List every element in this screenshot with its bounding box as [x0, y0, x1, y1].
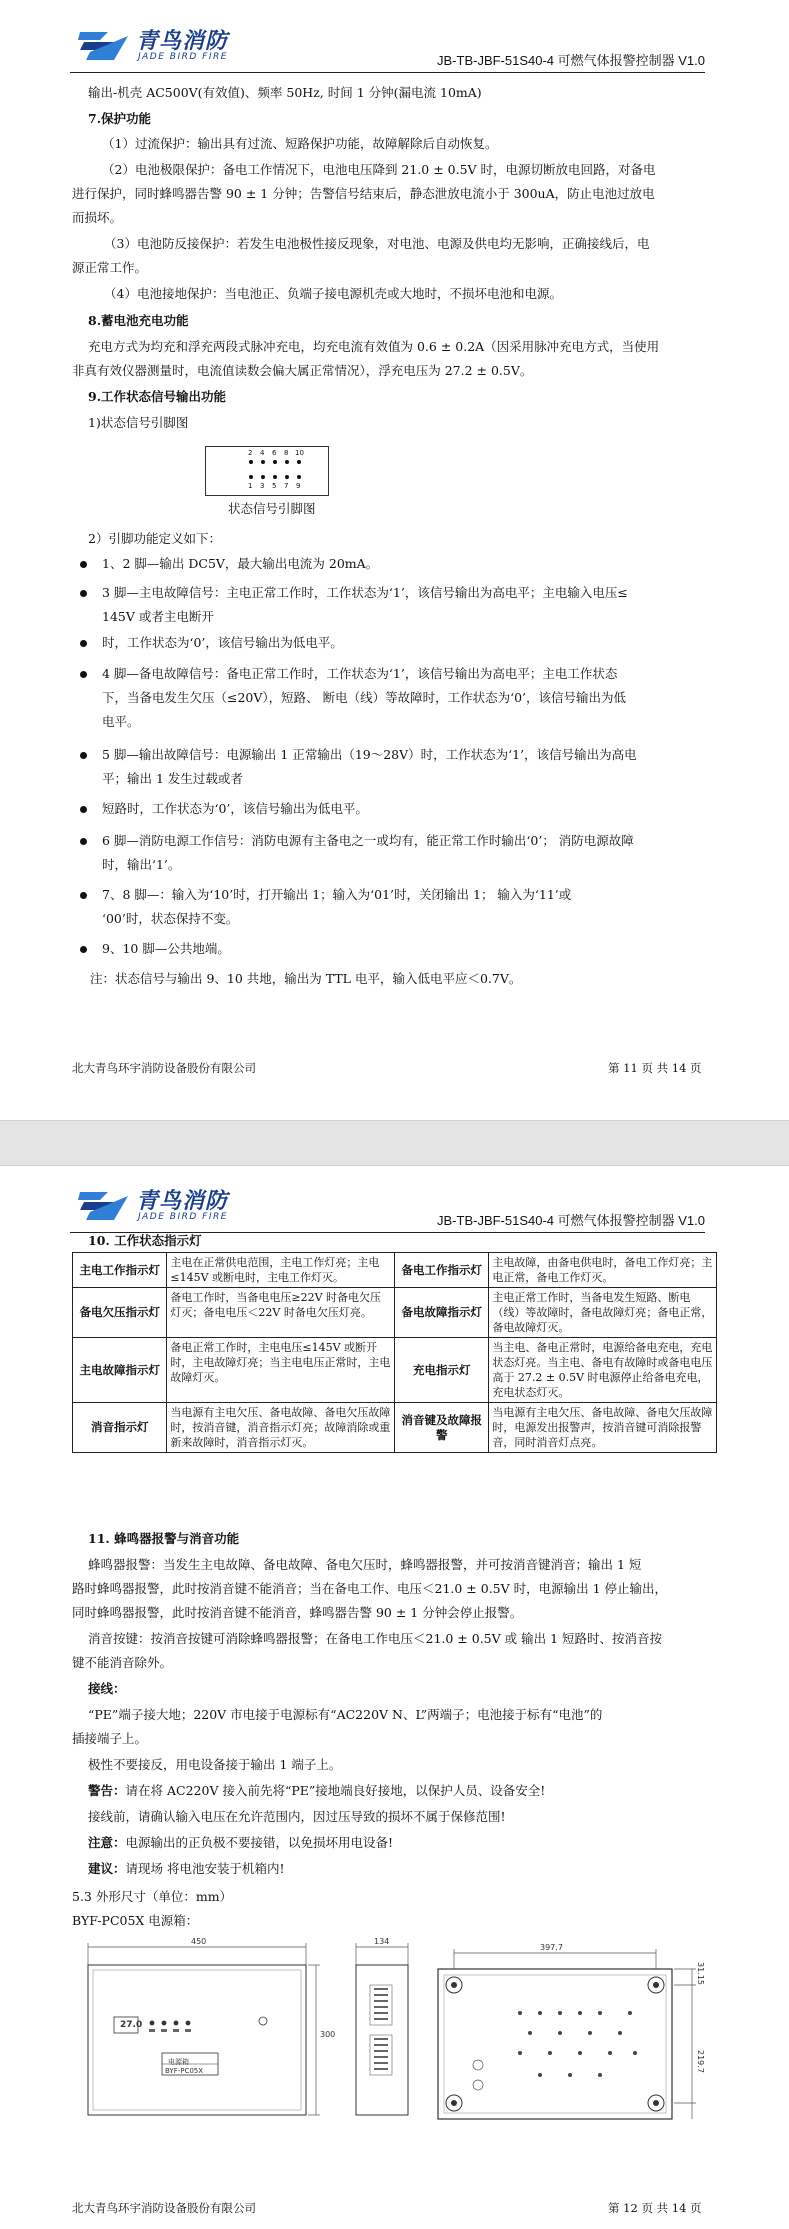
- footer-company: 北大青鸟环宇消防设备股份有限公司: [72, 1061, 256, 1075]
- pin-label: 3: [260, 482, 265, 490]
- pin-dot: [249, 460, 253, 464]
- table-cell: 当电源有主电欠压、备电故障、备电欠压故障时，电源发出报警声，按消音键可消除报警音，同时消音灯点亮。: [489, 1403, 717, 1453]
- list-item: 7、8 脚—：输入为‘10’时，打开输出 1；输入为‘01’时，关闭输出 1； 输入为‘11’或: [102, 887, 572, 902]
- list-item: 时，工作状态为‘0’，该信号输出为低电平。: [102, 635, 343, 650]
- list-item: 4 脚—备电故障信号：备电正常工作时，工作状态为‘1’，该信号输出为高电平；主电工作状态: [102, 666, 618, 681]
- page-header: [70, 1178, 705, 1233]
- table-cell: 主电故障，由备电供电时，备电工作灯亮；主电正常，备电工作灯灭。: [489, 1253, 717, 1288]
- paragraph: 蜂鸣器报警：当发生主电故障、备电故障、备电欠压时，蜂鸣器报警，并可按消音键消音；输出 1 短: [88, 1557, 642, 1572]
- notice-text: 电源输出的正负极不要接错，以免损坏用电设备!: [125, 1835, 394, 1850]
- paragraph: 同时蜂鸣器报警，此时按消音键不能消音，蜂鸣器告警 90 ± 1 分钟会停止报警。: [72, 1605, 523, 1620]
- pin-dot: [285, 460, 289, 464]
- pin-label: 9: [296, 482, 301, 490]
- text-line: 输出-机壳 AC500V(有效值)、频率 50Hz, 时间 1 分钟(漏电流 10mA): [88, 85, 482, 100]
- table-cell-label: 备电工作指示灯: [395, 1253, 489, 1288]
- list-item: 时，输出‘1’。: [102, 857, 181, 872]
- brand-logo: [78, 1182, 288, 1228]
- nameplate-title: 电源箱: [168, 2058, 189, 2066]
- section-title-9: 9.工作状态信号输出功能: [88, 389, 227, 404]
- jade-bird-logo-icon: [78, 26, 130, 62]
- bullet-icon: [80, 946, 87, 953]
- paragraph: 进行保护，同时蜂鸣器告警 90 ± 1 分钟；告警信号结束后，静态泄放电流小于 300uA，防止电池过放电: [72, 186, 655, 201]
- paragraph: 非真有效仪器测量时，电流值读数会偏大属正常情况），浮充电压为 27.2 ± 0.5V。: [72, 363, 533, 378]
- bullet-icon: [80, 671, 87, 678]
- dimension-height: 300: [320, 2030, 336, 2039]
- paragraph: “PE”端子接大地；220V 市电接于电源标有“AC220V N、L”两端子；电池接于标有“电池”的: [88, 1707, 603, 1722]
- subheading: 1)状态信号引脚图: [88, 415, 189, 430]
- brand-name-en: JADE BIRD FIRE: [138, 1212, 228, 1222]
- page-separator: [0, 1120, 789, 1166]
- section-title-7: 7.保护功能: [88, 111, 152, 126]
- dimension-depth: 134: [374, 1937, 390, 1946]
- table-cell-label: 备电故障指示灯: [395, 1288, 489, 1338]
- status-lights-table: [72, 1252, 717, 1453]
- dimension-hole-width: 397.7: [540, 1943, 563, 1952]
- pin-diagram: [205, 446, 329, 496]
- warning-text: 请在将 AC220V 接入前先将“PE”接地端良好接地，以保护人员、设备安全!: [125, 1783, 546, 1798]
- brand-name-cn: 青鸟消防: [136, 1189, 229, 1214]
- list-item: 电平。: [102, 714, 140, 729]
- table-cell-label: 主电工作指示灯: [73, 1253, 167, 1288]
- note: 注：状态信号与输出 9、10 共地，输出为 TTL 电平，输入低电平应＜0.7V。: [90, 971, 522, 986]
- paragraph: 极性不要接反，用电设备接于输出 1 端子上。: [88, 1757, 342, 1772]
- model-label: BYF-PC05X 电源箱：: [72, 1913, 199, 1928]
- pin-label: 7: [284, 482, 289, 490]
- bullet-icon: [80, 561, 87, 568]
- list-item: 平；输出 1 发生过载或者: [102, 771, 243, 786]
- paragraph: 接线前，请确认输入电压在允许范围内，因过压导致的损坏不属于保修范围!: [88, 1809, 506, 1824]
- list-item: ‘00’时，状态保持不变。: [102, 911, 239, 926]
- pin-dot: [297, 475, 301, 479]
- wiring-title: 接线：: [88, 1681, 126, 1696]
- brand-name-cn: 青鸟消防: [136, 29, 229, 54]
- nameplate-model: BYF-PC05X: [165, 2067, 204, 2075]
- list-item: 9、10 脚—公共地端。: [102, 941, 230, 956]
- suggestion-text: 请现场 将电池安装于机箱内!: [125, 1861, 285, 1876]
- table-cell: 当电源有主电欠压、备电故障、备电欠压故障时，按消音键，消音指示灯亮；故障消除或重新来故障时，消音指示灯灭。: [167, 1403, 395, 1453]
- back-view-drawing: [430, 1935, 720, 2130]
- paragraph: （1）过流保护：输出具有过流、短路保护功能，故障解除后自动恢复。: [102, 136, 498, 151]
- paragraph: 充电方式为均充和浮充两段式脉冲充电，均充电流有效值为 0.6 ± 0.2A（因采用脉冲充电方式，当使用: [88, 339, 660, 354]
- warning-line: [88, 1782, 545, 1800]
- list-item: 1、2 脚—输出 DC5V，最大输出电流为 20mA。: [102, 556, 379, 571]
- table-row: [73, 1403, 717, 1453]
- paragraph: 源正常工作。: [72, 260, 148, 275]
- footer-page-number: 第 11 页 共 14 页: [608, 1061, 702, 1075]
- brand-name-en: JADE BIRD FIRE: [138, 52, 228, 62]
- table-cell: 主电正常工作时，当备电发生短路、断电（线）等故障时，备电故障灯亮；备电正常，备电故障灯灭。: [489, 1288, 717, 1338]
- table-cell-label: 备电欠压指示灯: [73, 1288, 167, 1338]
- jade-bird-logo-icon: [78, 1186, 130, 1222]
- table-cell: 备电工作时，当备电电压≥22V 时备电欠压灯灭；备电电压＜22V 时备电欠压灯亮。: [167, 1288, 395, 1338]
- pin-dot: [285, 475, 289, 479]
- table-cell-label: 消音键及故障报警: [395, 1403, 489, 1453]
- bullet-icon: [80, 752, 87, 759]
- paragraph: 消音按键：按消音按键可消除蜂鸣器报警；在备电工作电压＜21.0 ± 0.5V 或 输出 1 短路时、按消音按: [88, 1631, 663, 1646]
- pin-label: 6: [272, 449, 277, 457]
- footer-company: 北大青鸟环宇消防设备股份有限公司: [72, 2201, 256, 2215]
- pin-dot: [273, 460, 277, 464]
- page-header: [70, 18, 705, 73]
- front-view-drawing: [70, 1935, 328, 2125]
- bullet-icon: [80, 892, 87, 899]
- pin-dot: [249, 475, 253, 479]
- section-title-10: 10. 工作状态指示灯: [88, 1233, 202, 1248]
- table-row: [73, 1288, 717, 1338]
- pin-dot: [261, 475, 265, 479]
- table-cell: 当主电、备电正常时，电源给备电充电，充电状态灯亮。当主电、备电有故障时或备电电压高于 27.2 ± 0.5V 时电源停止给备电充电，充电状态灯灭。: [489, 1338, 717, 1403]
- dimension-top-offset: 31.15: [696, 1962, 705, 1985]
- list-item: 短路时，工作状态为‘0’，该信号输出为低电平。: [102, 801, 368, 816]
- dimension-width: 450: [191, 1937, 207, 1946]
- pin-dot: [297, 460, 301, 464]
- display-readout: 27.0: [120, 2020, 143, 2030]
- section-title-8: 8.蓄电池充电功能: [88, 313, 189, 328]
- pin-label: 1: [248, 482, 253, 490]
- paragraph: （4）电池接地保护：当电池正、负端子接电源机壳或大地时，不损坏电池和电源。: [104, 286, 562, 301]
- list-item: 6 脚—消防电源工作信号：消防电源有主备电之一或均有，能正常工作时输出‘0’； 消防电源故障: [102, 833, 634, 848]
- suggestion-label: 建议：: [88, 1861, 126, 1876]
- section-title-11: 11. 蜂鸣器报警与消音功能: [88, 1531, 240, 1546]
- notice-line: [88, 1834, 393, 1852]
- list-item: 下，当备电发生欠压（≤20V），短路、 断电（线）等故障时，工作状态为‘0’，该信号输出为低: [102, 690, 627, 705]
- doc-id: JB-TB-JBF-51S40-4 可燃气体报警控制器 V1.0: [437, 53, 705, 68]
- pin-label: 4: [260, 449, 265, 457]
- bullet-icon: [80, 838, 87, 845]
- pin-dot: [273, 475, 277, 479]
- list-item: 3 脚—主电故障信号：主电正常工作时，工作状态为‘1’，该信号输出为高电平；主电输入电压≤: [102, 585, 628, 600]
- paragraph: 插接端子上。: [72, 1731, 148, 1746]
- table-cell-label: 主电故障指示灯: [73, 1338, 167, 1403]
- dimension-hole-height: 219.7: [696, 2050, 705, 2073]
- paragraph: （3）电池防反接保护：若发生电池极性接反现象，对电池、电源及供电均无影响，正确接线后，电: [104, 236, 650, 251]
- notice-label: 注意：: [88, 1835, 126, 1850]
- suggestion-line: [88, 1860, 285, 1878]
- brand-logo: [78, 22, 288, 68]
- table-row: [73, 1253, 717, 1288]
- pin-label: 8: [284, 449, 289, 457]
- paragraph: 键不能消音除外。: [72, 1655, 173, 1670]
- bullet-icon: [80, 640, 87, 647]
- side-view-drawing: [350, 1935, 420, 2125]
- table-row: [73, 1338, 717, 1403]
- warning-label: 警告：: [88, 1783, 126, 1798]
- table-cell: 主电在正常供电范围，主电工作灯亮；主电≤145V 或断电时，主电工作灯灭。: [167, 1253, 395, 1288]
- table-cell-label: 充电指示灯: [395, 1338, 489, 1403]
- figure-caption: 状态信号引脚图: [228, 501, 316, 516]
- list-item: 5 脚—输出故障信号：电源输出 1 正常输出（19～28V）时，工作状态为‘1’，该信号输出为高电: [102, 747, 637, 762]
- footer-page-number: 第 12 页 共 14 页: [608, 2201, 702, 2215]
- pin-dot: [261, 460, 265, 464]
- table-cell-label: 消音指示灯: [73, 1403, 167, 1453]
- subheading: 5.3 外形尺寸（单位：mm）: [72, 1889, 233, 1904]
- paragraph: 路时蜂鸣器报警，此时按消音键不能消音；当在备电工作、电压＜21.0 ± 0.5V 时，电源输出 1 停止输出，: [72, 1581, 668, 1596]
- paragraph: （2）电池极限保护：备电工作情况下，电池电压降到 21.0 ± 0.5V 时，电源切断放电回路，对备电: [102, 162, 656, 177]
- list-item: 145V 或者主电断开: [102, 609, 214, 624]
- doc-id: JB-TB-JBF-51S40-4 可燃气体报警控制器 V1.0: [437, 1213, 705, 1228]
- bullet-icon: [80, 806, 87, 813]
- table-cell: 备电正常工作时，主电电压≤145V 或断开时，主电故障灯亮；当主电电压正常时，主电故障灯灭。: [167, 1338, 395, 1403]
- pin-label: 2: [248, 449, 253, 457]
- bullet-icon: [80, 590, 87, 597]
- pin-label: 5: [272, 482, 277, 490]
- subheading: 2）引脚功能定义如下：: [88, 531, 221, 546]
- paragraph: 而损坏。: [72, 210, 123, 225]
- pin-label: 10: [295, 449, 304, 457]
